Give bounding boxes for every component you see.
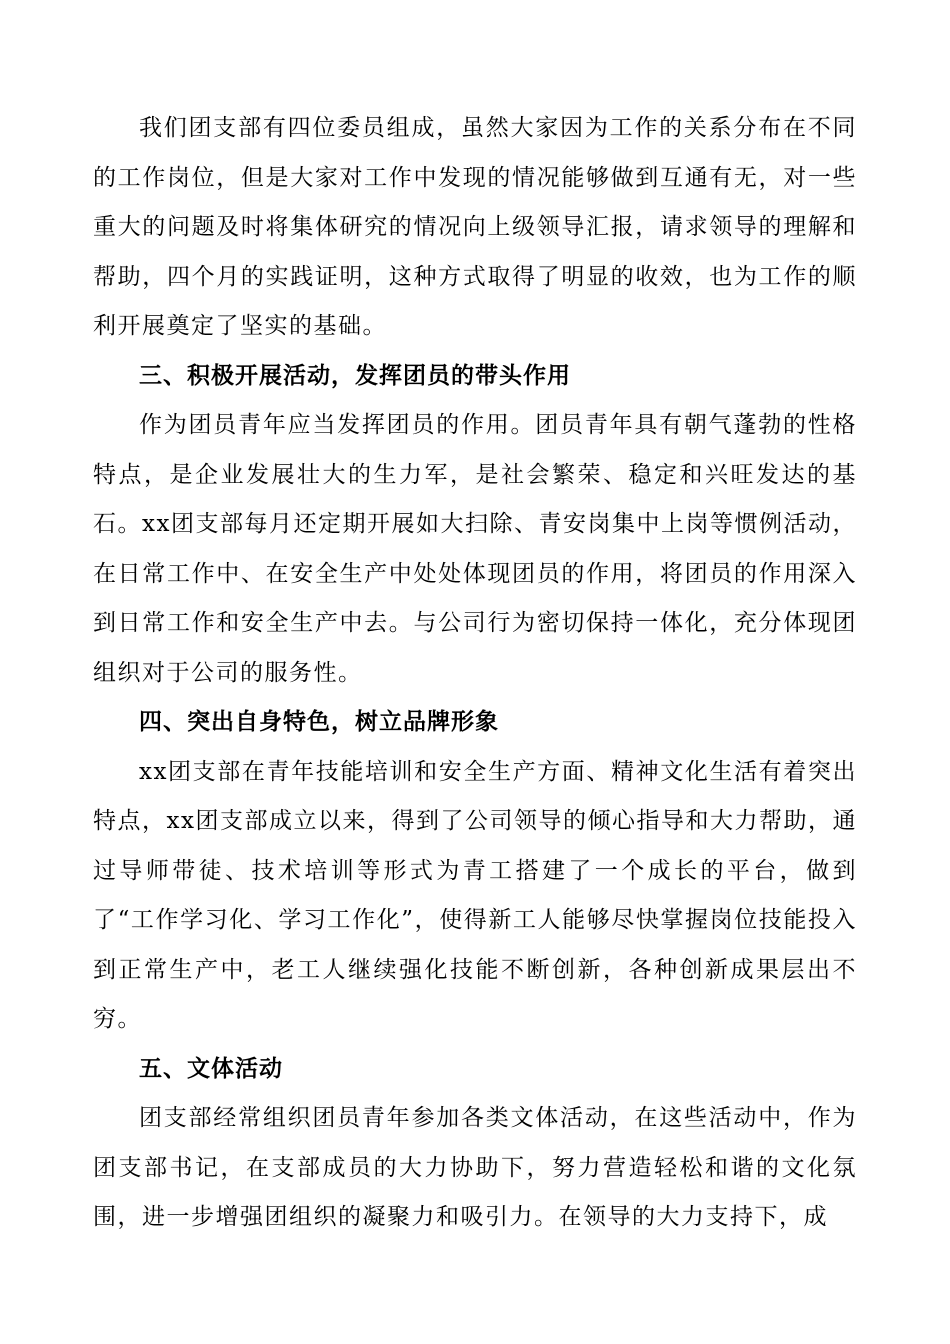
heading-section-five: 五、文体活动 (139, 1055, 283, 1082)
document-body (93, 104, 857, 1243)
heading-section-three: 三、积极开展活动，发挥团员的带头作用 (139, 362, 571, 389)
heading-section-four: 四、突出自身特色，树立品牌形象 (139, 709, 499, 735)
paragraph-committee-members: 我们团支部有四位委员组成，虽然大家因为工作的关系分布在不同的工作岗位，但是大家对工作中发现的情况能够做到互通有无，对一些重大的问题及时将集体研究的情况向上级领导汇报，请求领导的理解和帮助，四个月的实践证明，这种方式取得了明显的收效，也为工作的顺利开展奠定了坚实的基础。 (93, 115, 857, 339)
paragraph-brand-features: xx团支部在青年技能培训和安全生产方面、精神文化生活有着突出特点，xx团支部成立以来，得到了公司领导的倾心指导和大力帮助，通过导师带徒、技术培训等形式为青工搭建了一个成长的平台，做到了“工作学习化、学习工作化”，使得新工人能够尽快掌握岗位技能投入到正常生产中，老工人继续强化技能不断创新，各种创新成果层出不穷。 (93, 758, 857, 1032)
paragraph-member-role: 作为团员青年应当发挥团员的作用。团员青年具有朝气蓬勃的性格特点，是企业发展壮大的生力军，是社会繁荣、稳定和兴旺发达的基石。xx团支部每月还定期开展如大扫除、青安岗集中上岗等惯例活动，在日常工作中、在安全生产中处处体现团员的作用，将团员的作用深入到日常工作和安全生产中去。与公司行为密切保持一体化，充分体现团组织对于公司的服务性。 (93, 412, 857, 686)
paragraph-cultural-activities: 团支部经常组织团员青年参加各类文体活动，在这些活动中，作为团支部书记，在支部成员的大力协助下，努力营造轻松和谐的文化氛围，进一步增强团组织的凝聚力和吸引力。在领导的大力支持下，成 (93, 1105, 857, 1230)
